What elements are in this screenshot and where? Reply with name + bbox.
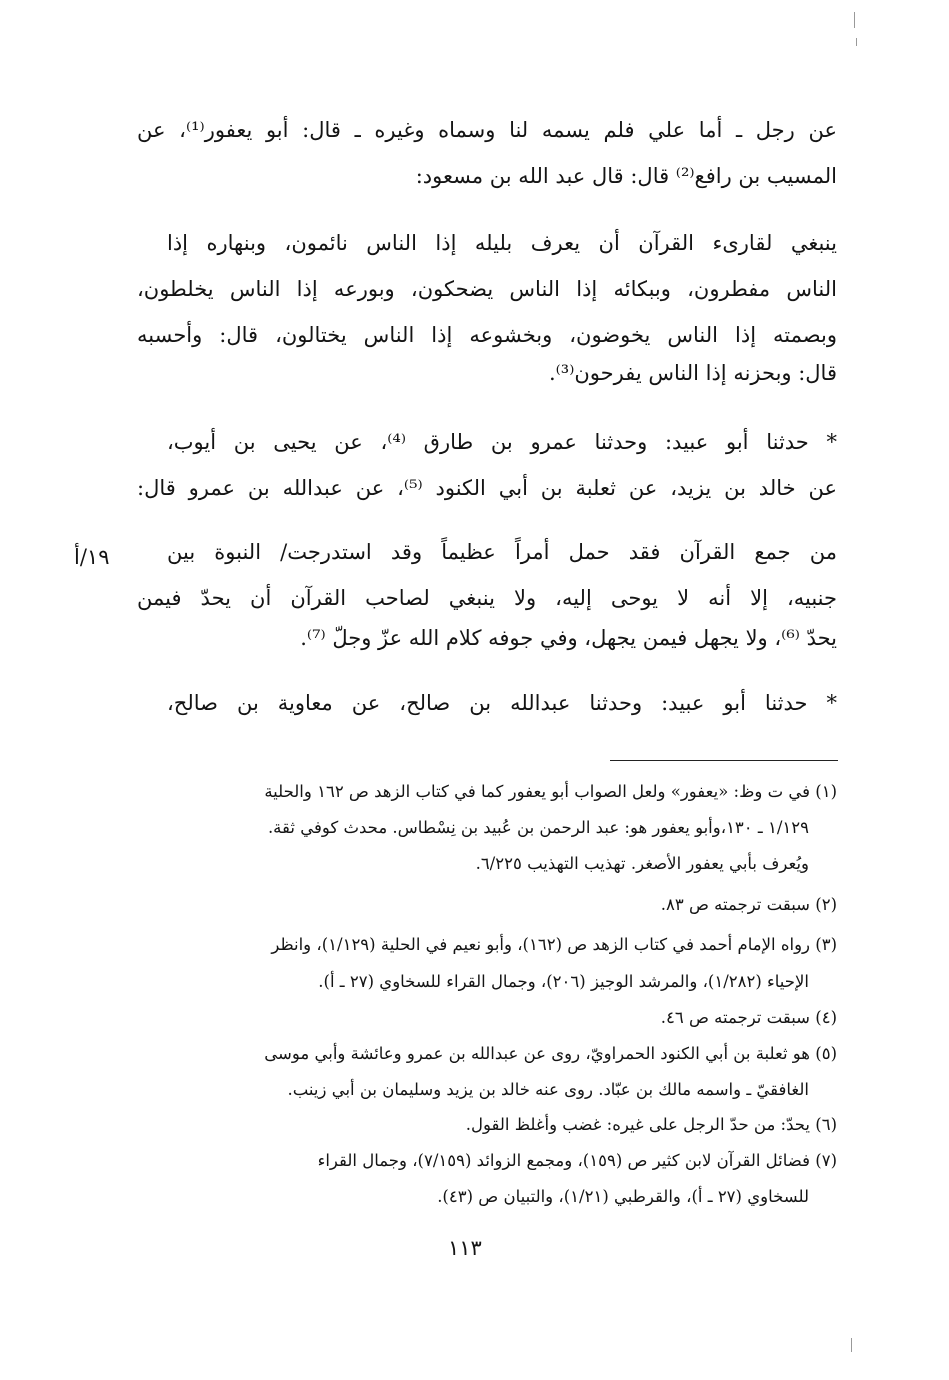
main-text-line: ينبغي لقارىء القرآن أن يعرف بليله إذا الناس نائمون، وبنهاره إذا	[167, 231, 837, 255]
footnote-line: (٢) سبقت ترجمته ص ٨٣.	[660, 895, 837, 914]
main-text-line: قال: وبحزنه إذا الناس يفرحون⁽³⁾.	[548, 361, 837, 385]
footnote-line: ويُعرف بأبي يعفور الأصغر. تهذيب التهذيب ٦/٢٢٥.	[475, 854, 809, 873]
footnote-line: ١/١٢٩ ـ ١٣٠،وأبو يعفور هو: عبد الرحمن بن عُبيد بن نِسْطاس. محدث كوفي ثقة.	[267, 818, 809, 837]
main-text-line: وبصمته إذا الناس يخوضون، وبخشوعه إذا الناس يختالون، قال: وأحسبه	[137, 323, 837, 347]
scan-mark	[856, 38, 857, 46]
main-text-line: * حدثنا أبو عبيد: وحدثنا عمرو بن طارق ⁽⁴⁾، عن يحيى بن أيوب،	[167, 430, 837, 454]
footnote-line: للسخاوي (٢٧ ـ أ)، والقرطبي (١/٢١)، والتبيان ص (٤٣).	[437, 1187, 809, 1206]
main-text-line: * حدثنا أبو عبيد: وحدثنا عبدالله بن صالح، عن معاوية بن صالح،	[167, 691, 837, 715]
main-text-line: يحدّ ⁽⁶⁾، ولا يجهل فيمن يجهل، وفي جوفه كلام الله عزّ وجلّ ⁽⁷⁾.	[300, 626, 837, 650]
footnote-line: (٦) يحدّ: من حدّ الرجل على غيره: غضب وأغلظ القول.	[465, 1115, 837, 1134]
main-text-line: عن رجل ـ أما علي فلم يسمه لنا وسماه وغيره ـ قال: أبو يعفور⁽¹⁾، عن	[137, 118, 837, 142]
main-text-line: عن خالد بن يزيد، عن ثعلبة بن أبي الكنود ⁽⁵⁾، عن عبدالله بن عمرو قال:	[137, 476, 837, 500]
footnote-line: (٥) هو ثعلبة بن أبي الكنود الحمراويّ، روى عن عبدالله بن عمرو وعائشة وأبي موسى	[264, 1044, 837, 1063]
footnote-line: الغافقيّ ـ واسمه مالك بن عبّاد. روى عنه خالد بن يزيد وسليمان بن أبي زينب.	[287, 1080, 809, 1099]
footnote-line: (٣) رواه الإمام أحمد في كتاب الزهد ص (١٦٢)، وأبو نعيم في الحلية (١/١٢٩)، وانظر	[271, 935, 837, 954]
footnote-line: الإحياء (١/٢٨٢)، والمرشد الوجيز (٢٠٦)، وجمال القراء للسخاوي (٢٧ ـ أ).	[318, 972, 809, 991]
scan-mark	[851, 1338, 852, 1352]
main-text-line: من جمع القرآن فقد حمل أمراً عظيماً وقد استدرجت/ النبوة بين	[167, 540, 837, 564]
main-text-line: المسيب بن رافع⁽²⁾ قال: قال عبد الله بن مسعود:	[415, 164, 837, 188]
footnote-line: (٤) سبقت ترجمته ص ٤٦.	[660, 1008, 837, 1027]
page-number: ١١٣	[448, 1236, 482, 1260]
main-text-line: جنبيه، إلا أنه لا يوحى إليه، ولا ينبغي لصاحب القرآن أن يحدّ فيمن	[137, 586, 837, 610]
scan-mark	[854, 12, 855, 28]
manuscript-folio-marker: ١٩/أ	[74, 545, 110, 569]
footnote-line: (١) في ت وظ: «يعفور» ولعل الصواب أبو يعفور كما في كتاب الزهد ص ١٦٢ والحلية	[264, 782, 837, 801]
main-text-line: الناس مفطرون، وببكائه إذا الناس يضحكون، وبورعه إذا الناس يخلطون،	[137, 277, 837, 301]
footnote-line: (٧) فضائل القرآن لابن كثير ص (١٥٩)، ومجمع الزوائد (٧/١٥٩)، وجمال القراء	[317, 1151, 837, 1170]
footnote-separator	[610, 760, 838, 761]
